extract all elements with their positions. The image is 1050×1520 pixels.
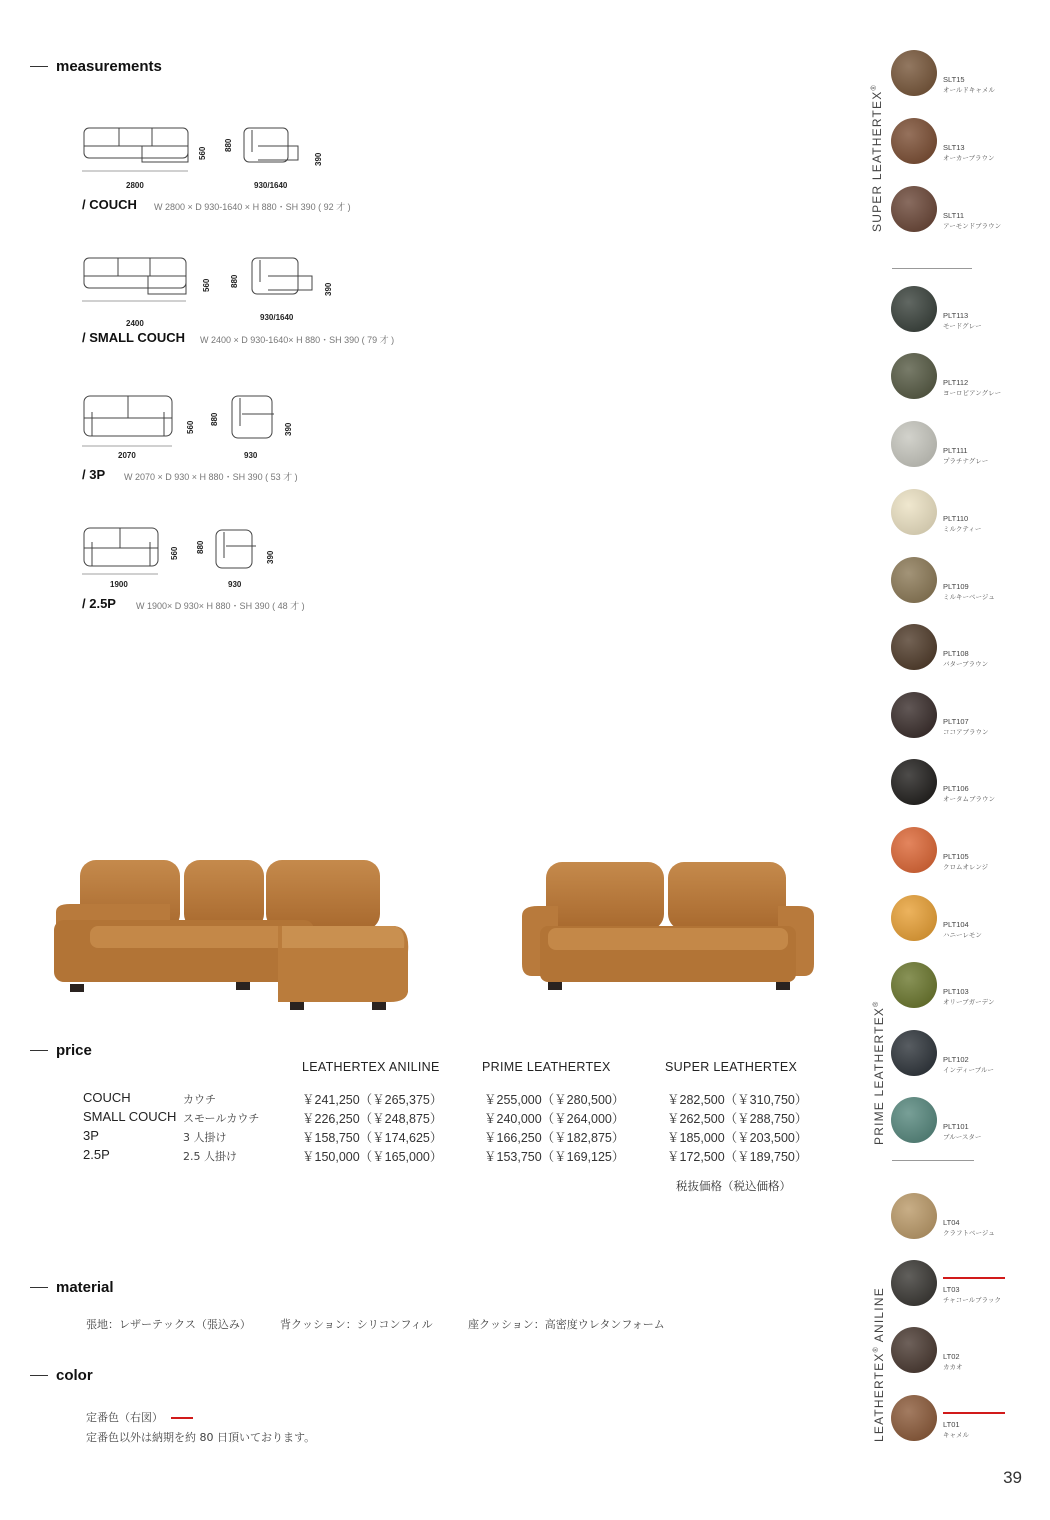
price-row-model-ja: スモールカウチ bbox=[183, 1112, 260, 1125]
section-dash bbox=[30, 66, 48, 67]
price-row-model-ja: 2.5 人掛け bbox=[183, 1150, 237, 1163]
swatch-code: PLT109 bbox=[943, 582, 969, 591]
couch-line-drawing bbox=[82, 124, 342, 184]
dim-seat-height: 560 bbox=[186, 420, 195, 434]
swatch-code: LT01 bbox=[943, 1420, 960, 1429]
section-dash bbox=[30, 1287, 48, 1288]
price-super: ￥172,500（￥189,750） bbox=[667, 1150, 808, 1164]
dim-depth: 930 bbox=[244, 451, 258, 460]
measurement-small-couch bbox=[82, 256, 482, 352]
swatch-name: インディーブルー bbox=[943, 1066, 994, 1074]
swatch-code: PLT101 bbox=[943, 1122, 969, 1131]
swatch-name: キャメル bbox=[943, 1431, 969, 1439]
swatch-plt110[interactable] bbox=[891, 489, 937, 535]
swatch-slt15[interactable] bbox=[891, 50, 937, 96]
price-super: ￥282,500（￥310,750） bbox=[667, 1093, 808, 1107]
sofa-photo bbox=[518, 856, 818, 996]
swatch-plt104[interactable] bbox=[891, 895, 937, 941]
model-spec: W 2070 × D 930 × H 880・SH 390 ( 53 才 ) bbox=[124, 472, 298, 482]
measurement-2-5p bbox=[82, 526, 482, 622]
dim-width: 1900 bbox=[110, 580, 128, 589]
dim-seat-height: 560 bbox=[202, 278, 211, 292]
swatch-lt03[interactable] bbox=[891, 1260, 937, 1306]
group-separator bbox=[892, 1160, 974, 1161]
group-label-super-leathertex: SUPER LEATHERTEX® bbox=[870, 84, 884, 232]
swatch-name: アーモンドブラウン bbox=[943, 222, 1002, 230]
swatch-name: チャコールブラック bbox=[943, 1296, 1002, 1304]
swatch-name: クラフトベージュ bbox=[943, 1229, 995, 1237]
swatch-name: プラチナグレー bbox=[943, 457, 989, 465]
section-title: measurements bbox=[56, 58, 162, 75]
price-aniline: ￥226,250（￥248,875） bbox=[302, 1112, 443, 1126]
swatch-code: SLT13 bbox=[943, 143, 965, 152]
swatch-code: SLT11 bbox=[943, 211, 964, 220]
swatch-plt111[interactable] bbox=[891, 421, 937, 467]
tax-note: 税抜価格（税込価格） bbox=[676, 1179, 791, 1193]
group-label-prime-leathertex: PRIME LEATHERTEX® bbox=[872, 1000, 886, 1145]
measurement-couch bbox=[82, 124, 482, 220]
dim-seat-height: 560 bbox=[170, 546, 179, 560]
swatch-slt13[interactable] bbox=[891, 118, 937, 164]
price-prime: ￥166,250（￥182,875） bbox=[484, 1131, 625, 1145]
section-title: price bbox=[56, 1042, 92, 1059]
swatch-plt112[interactable] bbox=[891, 353, 937, 399]
small-couch-line-drawing bbox=[82, 256, 342, 316]
group-separator bbox=[892, 268, 972, 269]
swatch-slt11[interactable] bbox=[891, 186, 937, 232]
dim-depth: 930/1640 bbox=[260, 313, 294, 322]
swatch-code: PLT102 bbox=[943, 1055, 969, 1064]
page-number: 39 bbox=[1003, 1468, 1022, 1487]
color-standard-label: 定番色（右図） bbox=[86, 1411, 163, 1424]
model-name: / SMALL COUCH bbox=[82, 330, 186, 345]
dim-width: 2400 bbox=[126, 319, 144, 328]
section-price bbox=[30, 1042, 92, 1059]
section-dash bbox=[30, 1050, 48, 1051]
swatch-code: LT02 bbox=[943, 1352, 960, 1361]
swatch-code: PLT111 bbox=[943, 446, 968, 455]
material-back-cushion: 背クッション：シリコンフィル bbox=[280, 1318, 433, 1331]
swatch-code: PLT104 bbox=[943, 920, 969, 929]
price-row-model-ja: 3 人掛け bbox=[183, 1131, 227, 1144]
swatch-code: SLT15 bbox=[943, 75, 965, 84]
color-standard bbox=[86, 1409, 193, 1425]
dim-depth: 930 bbox=[228, 580, 242, 589]
swatch-code: PLT103 bbox=[943, 987, 969, 996]
dim-sh: 390 bbox=[284, 422, 293, 436]
price-super: ￥185,000（￥203,500） bbox=[667, 1131, 808, 1145]
price-prime: ￥255,000（￥280,500） bbox=[484, 1093, 625, 1107]
price-aniline: ￥158,750（￥174,625） bbox=[302, 1131, 443, 1145]
price-aniline: ￥150,000（￥165,000） bbox=[302, 1150, 443, 1164]
swatch-name: オーカーブラウン bbox=[943, 154, 995, 162]
swatch-name: オリーブガーデン bbox=[943, 998, 995, 1006]
material-upholstery: 張地：レザーテックス（張込み） bbox=[86, 1318, 251, 1331]
swatch-name: ハニーレモン bbox=[943, 931, 982, 939]
section-material bbox=[30, 1279, 114, 1296]
swatch-name: ミルクティー bbox=[943, 525, 982, 533]
swatch-plt102[interactable] bbox=[891, 1030, 937, 1076]
swatch-name: オールドキャメル bbox=[943, 86, 995, 94]
color-lead-time-note: 定番色以外は納期を約 80 日頂いております。 bbox=[86, 1431, 316, 1444]
dim-sh: 390 bbox=[324, 282, 333, 296]
swatch-lt04[interactable] bbox=[891, 1193, 937, 1239]
price-aniline: ￥241,250（￥265,375） bbox=[302, 1093, 443, 1107]
section-title: material bbox=[56, 1279, 114, 1296]
price-row-model: 2.5P bbox=[83, 1147, 110, 1162]
swatch-plt107[interactable] bbox=[891, 692, 937, 738]
measurement-3p bbox=[82, 394, 482, 490]
swatch-code: PLT108 bbox=[943, 649, 969, 658]
swatch-name: ココアブラウン bbox=[943, 728, 989, 736]
price-prime: ￥240,000（￥264,000） bbox=[484, 1112, 625, 1126]
swatch-code: PLT105 bbox=[943, 852, 969, 861]
standard-color-marker bbox=[943, 1277, 1005, 1279]
swatch-lt02[interactable] bbox=[891, 1327, 937, 1373]
price-col-super: SUPER LEATHERTEX bbox=[665, 1060, 798, 1074]
material-seat-cushion: 座クッション：高密度ウレタンフォーム bbox=[468, 1318, 665, 1331]
swatch-code: PLT107 bbox=[943, 717, 969, 726]
model-spec: W 2400 × D 930-1640× H 880・SH 390 ( 79 才 ) bbox=[200, 335, 395, 345]
price-row-model-ja: カウチ bbox=[183, 1093, 216, 1106]
dim-width: 2800 bbox=[126, 181, 144, 190]
model-spec: W 1900× D 930× H 880・SH 390 ( 48 才 ) bbox=[136, 601, 305, 611]
section-title: color bbox=[56, 1367, 93, 1384]
model-name: / 2.5P bbox=[82, 596, 116, 611]
dim-depth: 930/1640 bbox=[254, 181, 288, 190]
swatch-code: PLT112 bbox=[943, 378, 969, 387]
dim-sh: 390 bbox=[314, 152, 323, 166]
swatch-name: オータムブラウン bbox=[943, 795, 995, 803]
swatch-name: カカオ bbox=[943, 1363, 963, 1371]
swatch-plt113[interactable] bbox=[891, 286, 937, 332]
dim-height: 880 bbox=[210, 412, 219, 426]
dim-seat-height: 560 bbox=[198, 146, 207, 160]
swatch-code: PLT110 bbox=[943, 514, 969, 523]
swatch-plt101[interactable] bbox=[891, 1097, 937, 1143]
swatch-plt108[interactable] bbox=[891, 624, 937, 670]
couch-photo bbox=[50, 852, 415, 1012]
price-row-model: 3P bbox=[83, 1128, 99, 1143]
swatch-name: ブルースター bbox=[943, 1133, 982, 1141]
swatch-name: ヨーロピアングレー bbox=[943, 389, 1002, 397]
swatch-name: モードグレー bbox=[943, 322, 982, 330]
section-dash bbox=[30, 1375, 48, 1376]
swatch-lt01[interactable] bbox=[891, 1395, 937, 1441]
standard-color-marker bbox=[943, 1412, 1005, 1414]
swatch-plt109[interactable] bbox=[891, 557, 937, 603]
dim-height: 880 bbox=[230, 274, 239, 288]
section-measurements bbox=[30, 58, 162, 75]
price-prime: ￥153,750（￥169,125） bbox=[484, 1150, 625, 1164]
dim-sh: 390 bbox=[266, 550, 275, 564]
model-name: / 3P bbox=[82, 467, 106, 482]
model-name: / COUCH bbox=[82, 197, 137, 212]
swatch-code: LT03 bbox=[943, 1285, 960, 1294]
price-col-prime: PRIME LEATHERTEX bbox=[482, 1060, 611, 1074]
swatch-plt105[interactable] bbox=[891, 827, 937, 873]
swatch-name: バターブラウン bbox=[943, 660, 989, 668]
dim-height: 880 bbox=[196, 540, 205, 554]
price-super: ￥262,500（￥288,750） bbox=[667, 1112, 808, 1126]
swatch-plt103[interactable] bbox=[891, 962, 937, 1008]
swatch-code: PLT113 bbox=[943, 311, 969, 320]
section-color bbox=[30, 1367, 93, 1384]
red-marker bbox=[171, 1417, 193, 1419]
group-label-leathertex-aniline: LEATHERTEX® ANILINE bbox=[872, 1287, 886, 1442]
price-col-aniline: LEATHERTEX ANILINE bbox=[302, 1060, 440, 1074]
swatch-name: ミルキーベージュ bbox=[943, 593, 995, 601]
dim-height: 880 bbox=[224, 138, 233, 152]
price-row-model: COUCH bbox=[83, 1090, 131, 1105]
dim-width: 2070 bbox=[118, 451, 136, 460]
model-spec: W 2800 × D 930-1640 × H 880・SH 390 ( 92 才 ) bbox=[154, 202, 351, 212]
swatch-name: クロムオレンジ bbox=[943, 863, 989, 871]
price-row-model: SMALL COUCH bbox=[83, 1109, 177, 1124]
swatch-code: LT04 bbox=[943, 1218, 960, 1227]
swatch-plt106[interactable] bbox=[891, 759, 937, 805]
swatch-code: PLT106 bbox=[943, 784, 969, 793]
